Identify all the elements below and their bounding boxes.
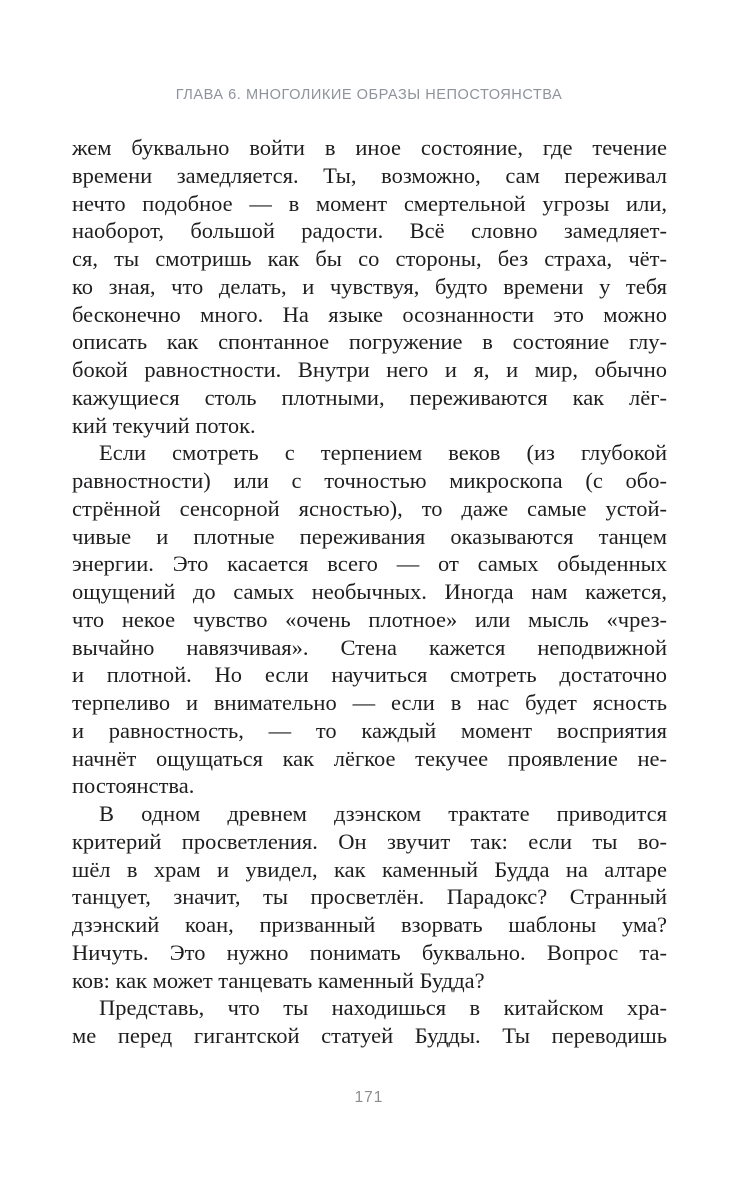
- text-line: и равностность, — то каждый момент восприятия: [72, 717, 667, 743]
- body-text: [72, 134, 667, 1050]
- text-line: Если смотреть с терпением веков (из глубокой: [99, 440, 667, 466]
- text-line: времени замедляется. Ты, возможно, сам переживал: [72, 162, 667, 188]
- text-line: ощущений до самых необычных. Иногда нам кажется,: [72, 579, 667, 604]
- text-line: начнёт ощущаться как лёгкое текучее проявление не-: [72, 745, 667, 771]
- text-line: Представь, что ты находишься в китайском хра-: [99, 995, 667, 1021]
- text-line: дзэнский коан, призванный взорвать шаблоны ума?: [72, 912, 667, 937]
- text-line: ко зная, что делать, и чувствуя, будто времени у тебя: [72, 273, 667, 299]
- text-line: критерий просветления. Он звучит так: если ты во-: [72, 828, 667, 854]
- text-line: энергии. Это касается всего — от самых обыденных: [72, 551, 667, 577]
- text-line: бесконечно много. На языке осознанности это можно: [72, 301, 667, 327]
- paragraph: [72, 439, 667, 800]
- text-line: терпеливо и внимательно — если в нас будет ясность: [72, 690, 667, 715]
- text-line: равностности) или с точностью микроскопа (с обо-: [72, 468, 667, 493]
- text-line: ков: как может танцевать каменный Будда?: [72, 967, 485, 993]
- text-line: бокой равностности. Внутри него и я, и мир, обычно: [72, 357, 667, 382]
- text-line: кажущиеся столь плотными, переживаются как лёг-: [72, 384, 667, 410]
- text-line: и плотной. Но если научиться смотреть достаточно: [72, 662, 667, 688]
- text-line: танцует, значит, ты просветлён. Парадокс? Странный: [72, 884, 667, 910]
- chapter-header: ГЛАВА 6. МНОГОЛИКИЕ ОБРАЗЫ НЕПОСТОЯНСТВА: [175, 86, 563, 103]
- text-line: кий текучий поток.: [72, 412, 256, 438]
- paragraph: [72, 134, 667, 439]
- text-line: жем буквально войти в иное состояние, где течение: [72, 135, 667, 160]
- text-line: ся, ты смотришь как бы со стороны, без страха, чёт-: [72, 246, 667, 271]
- text-line: чивые и плотные переживания оказываются танцем: [72, 523, 667, 549]
- text-line: Ничуть. Это нужно понимать буквально. Вопрос та-: [72, 939, 667, 965]
- text-line: ме перед гигантской статуей Будды. Ты переводишь: [72, 1023, 667, 1048]
- text-line: описать как спонтанное погружение в состояние глу-: [72, 329, 667, 355]
- text-line: что некое чувство «очень плотное» или мысль «чрез-: [72, 606, 667, 632]
- text-line: нечто подобное — в момент смертельной угрозы или,: [72, 190, 667, 216]
- text-line: стрённой сенсорной ясностью), то даже самые устой-: [72, 495, 667, 521]
- text-line: шёл в храм и увидел, как каменный Будда на алтаре: [72, 856, 667, 882]
- page-number: 171: [354, 1089, 384, 1106]
- paragraph: [72, 994, 667, 1050]
- text-line: постоянства.: [72, 773, 195, 799]
- paragraph: [72, 800, 667, 994]
- text-line: В одном древнем дзэнском трактате приводится: [99, 801, 667, 826]
- text-line: вычайно навязчивая». Стена кажется неподвижной: [72, 634, 667, 660]
- text-line: наоборот, большой радости. Всё словно замедляет-: [72, 218, 667, 244]
